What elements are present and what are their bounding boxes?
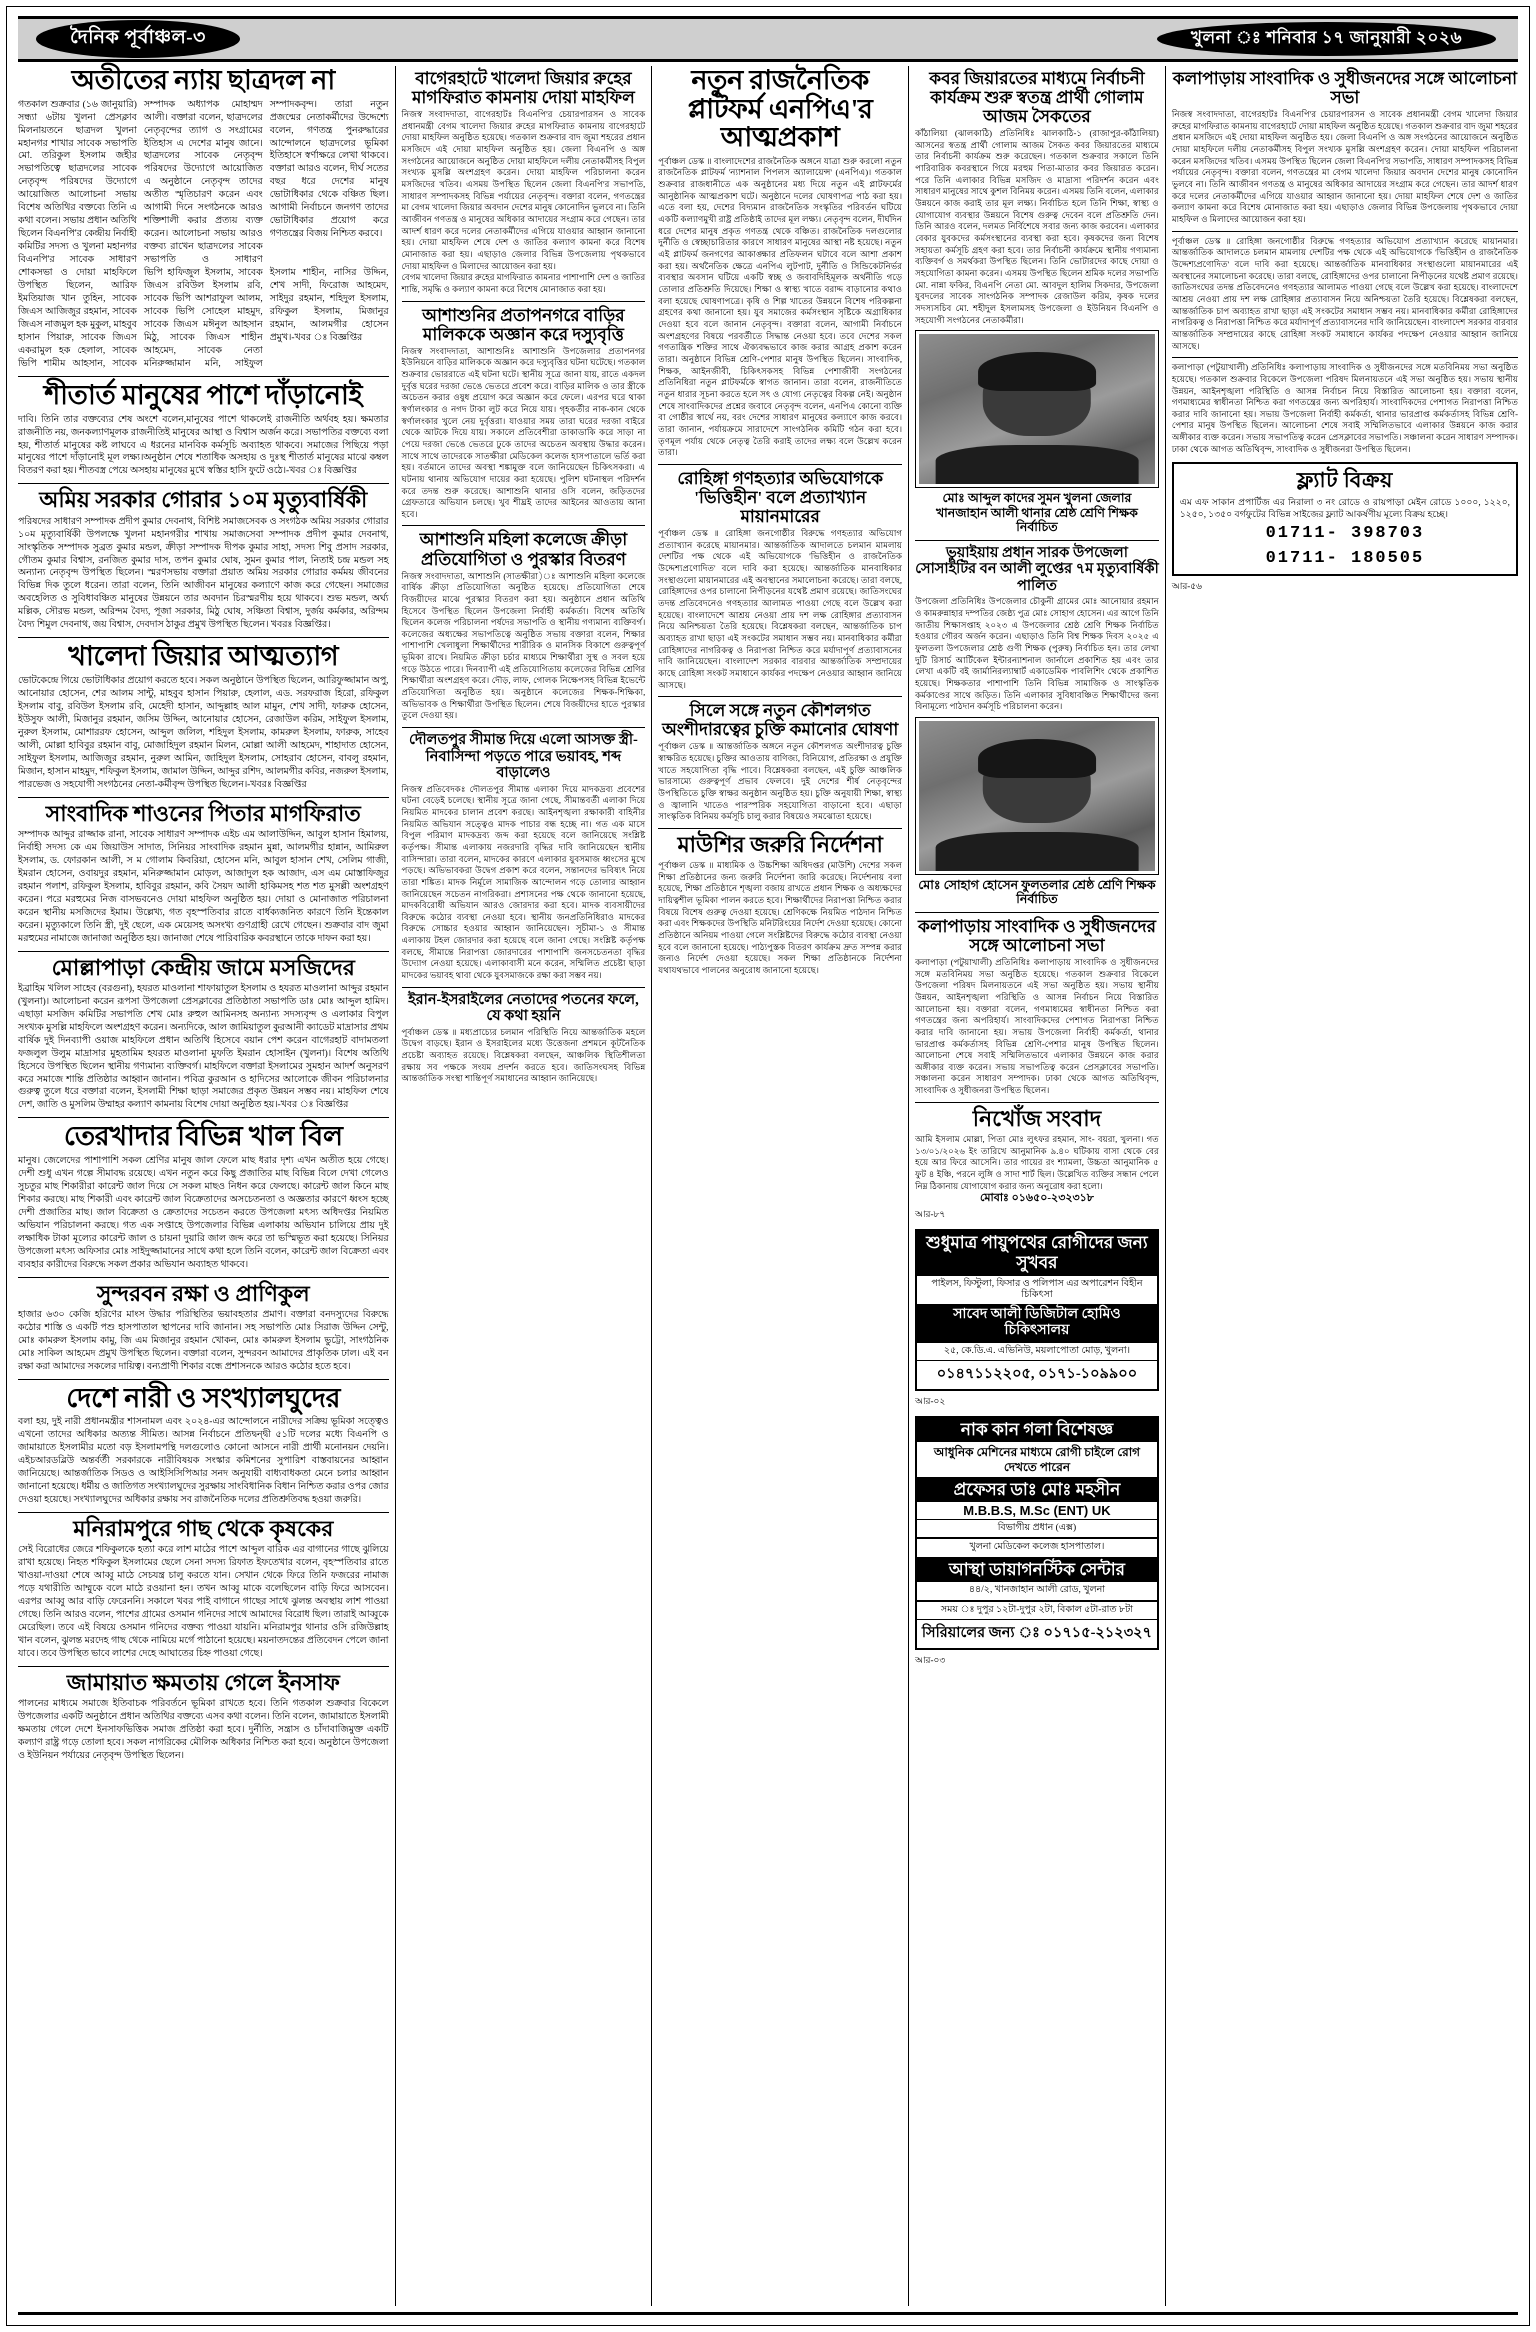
article-kobor-ziarat-body: কাঁঠালিয়া (ঝালকাঠি) প্রতিনিধিঃ ঝালকাঠি-১ (রাজাপুর-কাঁঠালিয়া) আসনের স্বতন্ত্র প্রার্থী গোলাম আজম সৈকত কবর জিয়ারতের মাধ্যমে তার নির্বাচনী কার্যক্রম শুরু করেছেন। গতকাল শুক্রবার সকালে তিনি পারিবারিক কবরস্থানে গিয়ে মরহুম পিতা-মাতার কবর জিয়ারত করেন। পরে তিনি এলাকার বিভিন্ন মসজিদ ও মাদ্রাসা পরিদর্শন করেন এবং সাধারণ মানুষের সাথে কুশল বিনিময় করেন। এসময় তিনি বলেন, এলাকার উন্নয়নে কাজ করাই তার মূল লক্ষ্য। নির্বাচিত হলে তিনি শিক্ষা, স্বাস্থ্য ও যোগাযোগ ব্যবস্থার উন্নয়নে বিশেষ গুরুত্ব দেবেন বলে প্রতিশ্রুতি দেন। তিনি আরও বলেন, দলমত নির্বিশেষে সবার জন্য কাজ করবেন। এলাকার বেকার যুবকদের কর্মসংস্থানের ব্যবস্থা করা হবে। কৃষকদের জন্য বিশেষ সহায়তা কর্মসূচি গ্রহণ করা হবে। তার নির্বাচনী কার্যক্রমে স্থানীয় গণ্যমান্য ব্যক্তিবর্গ ও সমর্থকরা উপস্থিত ছিলেন। তিনি ভোটারদের কাছে দোয়া ও সহযোগিতা কামনা করেন। এসময় উপস্থিত ছিলেন শ্রমিক দলের সভাপতি মো. নান্না ফকির, বিএনপি নেতা মো. আবদুল হালিম সিকদার, উপজেলা যুবদলের সাবেক সাংগঠনিক সম্পাদক রেজাউল করিম, কৃষক দলের সদস্যসচিব মো. শহীদুল ইসলামসহ উপজেলা ও ইউনিয়ন বিএনপি ও সহযোগী সংগঠনের নেতাকর্মীরা।: [915, 128, 1159, 325]
divider: [18, 637, 389, 638]
photo-caption-sohag: মোঃ সোহাগ হোসেন ফুলতলার শ্রেষ্ঠ শ্রেণি শিক্ষক নির্বাচিত: [918, 877, 1156, 907]
article-chatradal-body: গতকাল শুক্রবার (১৬ জানুয়ারি) সন্ধ্যা ৬টায় খুলনা প্রেসক্লাব মিলনায়তনে ছাত্রদল খুলনা মহানগর শাখার সাবেক সভাপতি মো. তরিকুল ইসলাম জহীর সভাপতিত্বে ছাত্রদলের সাবেক নেতৃবৃন্দ পরিষদের উদ্যোগে আয়োজিত আলোচনা সভায় বিশেষ অতিথির বক্তব্যে তিনি এ কথা বলেন। সভায় প্রধান অতিথি ছিলেন বিএনপি'র কেন্দ্রীয় নির্বাহী কমিটির সদস্য ও খুলনা মহানগর বিএনপি'র সাবেক সাধারণ সম্পাদক অধ্যাপক মোহাম্মদ আলী। বক্তারা বলেন, ছাত্রদলের নেতৃবৃন্দের ত্যাগ ও সংগ্রামের ইতিহাস এ দেশের মানুষ জানে। ছাত্রদলের সাবেক নেতৃবৃন্দ পরিষদের উদ্যোগে আয়োজিত এ অনুষ্ঠানে নেতৃবৃন্দ তাদের অতীত স্মৃতিচারণ করেন এবং আগামী দিনে সংগঠনকে আরও শক্তিশালী করার প্রত্যয় ব্যক্ত করেন। আলোচনা সভায় আরও বক্তব্য রাখেন ছাত্রদলের সাবেক সভাপতি ও সাধারণ সম্পাদকবৃন্দ। তারা নতুন প্রজন্মের নেতাকর্মীদের উদ্দেশ্যে বলেন, গণতন্ত্র পুনরুদ্ধারের আন্দোলনে ছাত্রদলের ভূমিকা ইতিহাসে স্বর্ণাক্ষরে লেখা থাকবে। বক্তারা আরও বলেন, দীর্ঘ সতের বছর ধরে দেশের মানুষ ভোটাধিকার থেকে বঞ্চিত ছিল। আগামী নির্বাচনে জনগণ তাদের ভোটাধিকার প্রয়োগ করে গণতন্ত্রের বিজয় নিশ্চিত করবে।: [18, 99, 389, 266]
column-1: [18, 66, 389, 2306]
divider: [18, 1512, 389, 1513]
masthead: [18, 16, 1518, 62]
article-daulatpur-body: নিজস্ব প্রতিবেদকঃ দৌলতপুর সীমান্ত এলাকা দিয়ে মাদকদ্রব্য প্রবেশের ঘটনা বেড়েই চলেছে। স্থানীয় সূত্রে জানা গেছে, সীমান্তবর্তী এলাকা দিয়ে নিয়মিত মাদকের চালান প্রবেশ করছে। আইনশৃঙ্খলা রক্ষাকারী বাহিনীর নিয়মিত অভিযান সত্ত্বেও মাদক পাচার বন্ধ হচ্ছে না। গত এক মাসে বিপুল পরিমাণ মাদকদ্রব্য জব্দ করা হয়েছে বলে জানিয়েছে সংশ্লিষ্ট কর্তৃপক্ষ। সীমান্ত এলাকায় নজরদারি বৃদ্ধির দাবি জানিয়েছেন স্থানীয় বাসিন্দারা। তারা বলেন, মাদকের কারণে এলাকার যুবসমাজ ধ্বংসের মুখে পড়ছে। অভিভাবকরা উদ্বেগ প্রকাশ করে বলেন, সন্তানদের ভবিষ্যৎ নিয়ে তারা শঙ্কিত। মাদক নির্মূলে সামাজিক আন্দোলন গড়ে তোলার আহ্বান জানিয়েছেন সচেতন নাগরিকরা। প্রশাসনের পক্ষ থেকে জানানো হয়েছে, মাদকবিরোধী অভিযান আরও জোরদার করা হবে। মাদক ব্যবসায়ীদের বিরুদ্ধে কঠোর ব্যবস্থা নেওয়া হবে। স্থানীয় জনপ্রতিনিধিরাও মাদকের বিরুদ্ধে সোচ্চার হওয়ার আহ্বান জানিয়েছেন। সূচীমা-১ ও সীমান্ত এলাকায় টহল জোরদার করা হয়েছে বলে জানা গেছে। সংশ্লিষ্ট কর্তৃপক্ষ বলছে, সীমান্তে নিরাপত্তা জোরদারের পাশাপাশি জনসচেতনতা বৃদ্ধির উদ্যোগ নেওয়া হয়েছে। এলাকাবাসী মনে করেন, সম্মিলিত প্রচেষ্টা ছাড়া মাদকের ভয়াবহ থাবা থেকে যুবসমাজকে রক্ষা করা সম্ভব নয়।: [401, 783, 646, 981]
ad-homeo-piles[interactable]: [915, 1229, 1159, 1390]
divider: [18, 1379, 389, 1380]
divider: [18, 483, 389, 484]
article-sundarban-body: হাজার ৬৩০ কেজি হরিণের মাংস উদ্ধার পরিস্থিতির ভয়াবহতার প্রমাণ। বক্তারা বনদস্যুদের বিরুদ্ধে কঠোর শাস্তি ও একটি পশু হাসপাতাল স্থাপনের দাবি জানান। সহ সভাপতি মোঃ সিরাজ উদ্দিন সেন্টু, মোঃ কামরুল ইসলাম কামু, জি এম মিজানুর রহমান খোকন, মোঃ কামরুল ইসলাম ভুট্টো, সাংগঠনিক মোঃ সাকিল আহমেদ প্রমুখ উপস্থিত ছিলেন। বক্তারা বলেন, সুন্দরবন আমাদের প্রাকৃতিক ঢাল। এই বন রক্ষা করা আমাদের সকলের দায়িত্ব। বন্যপ্রাণী শিকার বন্ধে প্রশাসনকে আরও কঠোর হতে হবে।: [18, 1309, 389, 1372]
article-shitarto-body: দাবি। তিনি তার বক্তব্যের শেষ অংশে বলেন,মানুষের পাশে থাকলেই রাজনীতি অর্থবহ হয়। ক্ষমতার রাজনীতি নয়, জনকল্যাণমূলক রাজনীতিই মানুষের আস্থা ও বিশ্বাস অর্জন করে। সভাপতির বক্তব্যে বলা হয়, শীতার্ত মানুষের কষ্ট লাঘবে এ ধরনের মানবিক কর্মসূচি অব্যাহত থাকবে। সমাজের পিছিয়ে পড়া মানুষের পাশে দাঁড়ানোই মূল লক্ষ্য।অনুষ্ঠান শেষে শতাধিক অসহায় ও দুঃস্থ শীতার্ত মানুষের মাঝে কম্বল বিতরণ করা হয়। শীতবস্ত্র পেয়ে অসহায় মানুষের মুখে স্বস্তির হাসি ফুটে ওঠে।-খবর ঃ বিজ্ঞপ্তির: [18, 414, 389, 477]
ad-piles-clinic-name: সাবেদ আলী ডিজিটাল হোমিও চিকিৎসালয়: [917, 1305, 1157, 1341]
article-iran-israel-body: পূর্বাঞ্চল ডেস্ক ॥ মধ্যপ্রাচ্যের চলমান পরিস্থিতি নিয়ে আন্তর্জাতিক মহলে উদ্বেগ বাড়ছে। ইরান ও ইসরাইলের মধ্যে উত্তেজনা প্রশমনে কূটনৈতিক প্রচেষ্টা অব্যাহত রয়েছে। বিশ্লেষকরা বলছেন, আঞ্চলিক স্থিতিশীলতা রক্ষায় সব পক্ষকে সংযম প্রদর্শন করতে হবে। জাতিসংঘসহ বিভিন্ন আন্তর্জাতিক সংস্থা শান্তিপূর্ণ সমাধানের আহ্বান জানিয়েছে।: [401, 1026, 646, 1084]
headline-shitarto: শীতার্ত মানুষের পাশে দাঁড়ানোই: [44, 379, 363, 410]
article-jamaat-body: পালনের মাধ্যমে সমাজে ইতিবাচক পরিবর্তনে ভূমিকা রাখতে হবে। তিনি গতকাল শুক্রবার বিকেলে উপজেলার একটি অনুষ্ঠানে প্রধান অতিথির বক্তব্যে এসব কথা বলেন। তিনি বলেন, জামায়াতে ইসলামী ক্ষমতায় গেলে দেশে ইনসাফভিত্তিক সমাজ প্রতিষ্ঠা করা হবে। দুর্নীতি, সন্ত্রাস ও চাঁদাবাজিমুক্ত একটি কল্যাণ রাষ্ট্র গড়ে তোলা হবে। সকল নাগরিকের মৌলিক অধিকার নিশ্চিত করা হবে। অনুষ্ঠানে উপজেলা ও ইউনিয়ন পর্যায়ের নেতৃবৃন্দ উপস্থিত ছিলেন।: [18, 1699, 389, 1762]
headline-bagerhat-khaleda-doya: বাগেরহাটে খালেদা জিয়ার রুহের মাগফিরাত কামনায় দোয়া মাহফিল: [411, 69, 635, 108]
photo-caption-sumon: মোঃ আব্দুল কাদের সুমন খুলনা জেলার খানজাহান আলী থানার শ্রেষ্ঠ শ্রেণি শিক্ষক নির্বাচিত: [935, 491, 1138, 535]
headline-monirampur: মনিরামপুরে গাছ থেকে কৃষকের: [73, 1516, 334, 1542]
article-ashashuni-college-body: নিজস্ব সংবাদদাতা, আশাশুনি (সাতক্ষীরা)ঃ আশাশুনি মহিলা কলেজে বার্ষিক ক্রীড়া প্রতিযোগিতা অনুষ্ঠিত হয়েছে। প্রতিযোগিতা শেষে বিজয়ীদের মাঝে পুরস্কার বিতরণ করা হয়। অনুষ্ঠানে প্রধান অতিথি হিসেবে উপস্থিত ছিলেন উপজেলা নির্বাহী কর্মকর্তা। বিশেষ অতিথি ছিলেন কলেজ পরিচালনা পর্ষদের সভাপতি ও স্থানীয় গণ্যমান্য ব্যক্তিবর্গ। কলেজের অধ্যক্ষের সভাপতিত্বে অনুষ্ঠিত সভায় বক্তারা বলেন, শিক্ষার পাশাপাশি খেলাধুলা শিক্ষার্থীদের শারীরিক ও মানসিক বিকাশে গুরুত্বপূর্ণ ভূমিকা রাখে। নিয়মিত ক্রীড়া চর্চার মাধ্যমে শিক্ষার্থীরা সুস্থ ও সবল হয়ে গড়ে উঠতে পারে। দিনব্যাপী এই প্রতিযোগিতায় কলেজের বিভিন্ন শ্রেণির শিক্ষার্থীরা অংশগ্রহণ করে। দৌড়, লাফ, গোলক নিক্ষেপসহ বিভিন্ন ইভেন্টে প্রতিযোগিতা অনুষ্ঠিত হয়। অনুষ্ঠানে কলেজের শিক্ষক-শিক্ষিকা, অভিভাবক ও শিক্ষার্থীরা উপস্থিত ছিলেন। শেষে বিজয়ীদের হাতে পুরস্কার তুলে দেওয়া হয়।: [401, 570, 646, 721]
headline-terokhada: তেরখাদার বিভিন্ন খাল বিল: [63, 1121, 343, 1152]
column-divider: [1165, 66, 1166, 2306]
article-npa-body: পূর্বাঞ্চল ডেস্ক ॥ বাংলাদেশের রাজনৈতিক অঙ্গনে যাত্রা শুরু করলো নতুন রাজনৈতিক প্লাটফর্ম 'ন্যাশনাল পিপলস অ্যালায়েন্স' (এনপিএ)। গতকাল শুক্রবার রাজধানীতে এক অনুষ্ঠানের মধ্য দিয়ে নতুন এই প্লাটফর্মের আনুষ্ঠানিক আত্মপ্রকাশ ঘটে। অনুষ্ঠানে দলের ঘোষণাপত্র পাঠ করা হয়। এতে বলা হয়, দেশের বিদ্যমান রাজনৈতিক সংস্কৃতির পরিবর্তন ঘটিয়ে একটি কল্যাণমুখী রাষ্ট্র প্রতিষ্ঠাই তাদের মূল লক্ষ্য। নেতৃবৃন্দ বলেন, দীর্ঘদিন ধরে দেশের মানুষ প্রকৃত গণতন্ত্র থেকে বঞ্চিত। রাজনৈতিক দলগুলোর দুর্নীতি ও স্বেচ্ছাচারিতার কারণে সাধারণ মানুষের আস্থা নষ্ট হয়েছে। নতুন এই প্লাটফর্ম জনগণের আকাঙ্ক্ষার প্রতিফলন ঘটাবে বলে আশা প্রকাশ করা হয়। অর্থনৈতিক ক্ষেত্রে এনপিএ লুটপাট, দুর্নীতি ও সিন্ডিকেটনির্ভর ব্যবস্থার অবসান ঘটিয়ে একটি স্বচ্ছ ও জবাবদিহিমূলক অর্থনীতি গড়ে তোলার প্রতিশ্রুতি দিয়েছে। শিক্ষা ও স্বাস্থ্য খাতে বরাদ্দ বাড়ানোর কথাও বলা হয়েছে ঘোষণাপত্রে। কৃষি ও শিল্প খাতের উন্নয়নে বিশেষ পরিকল্পনা গ্রহণের কথা জানানো হয়। যুব সমাজের কর্মসংস্থান সৃষ্টিকে অগ্রাধিকার দেওয়া হবে বলে জানান নেতৃবৃন্দ। বক্তারা বলেন, আগামী নির্বাচনে অংশগ্রহণের বিষয়ে পরবর্তীতে সিদ্ধান্ত নেওয়া হবে। তবে দেশের সকল গণতান্ত্রিক শক্তির সাথে ঐক্যবদ্ধভাবে কাজ করার আগ্রহ প্রকাশ করেন তারা। অনুষ্ঠানে বিভিন্ন শ্রেণি-পেশার মানুষ উপস্থিত ছিলেন। সাংবাদিক, শিক্ষক, আইনজীবী, চিকিৎসকসহ বিভিন্ন পেশাজীবী সংগঠনের প্রতিনিধিরা নতুন প্লাটফর্মকে স্বাগত জানান। তারা বলেন, রাজনীতিতে নতুন ধারার সূচনা করতে হলে সৎ ও যোগ্য নেতৃত্বের বিকল্প নেই। অনুষ্ঠান শেষে সাংবাদিকদের প্রশ্নের জবাবে নেতৃবৃন্দ বলেন, এনপিএ কোনো ব্যক্তি বা গোষ্ঠীর স্বার্থে নয়, বরং দেশের সাধারণ মানুষের কল্যাণে কাজ করবে। তারা জানান, পর্যায়ক্রমে সারাদেশে সাংগঠনিক কমিটি গঠন করা হবে। তৃণমূল পর্যায় থেকে নেতৃত্ব তৈরি করাই তাদের লক্ষ্য বলে উল্লেখ করেন তারা।: [658, 155, 903, 458]
ad-ent-hours: সময় ঃ দুপুর ১২টা-দুপুর ২টা, বিকাল ৫টা-রাত ৮টা: [917, 1601, 1157, 1620]
article-mollapara-body: ইব্রাহিম খলিল সাহেব (বরগুনা), হযরত মাওলানা শাফায়াতুল ইসলাম ও হযরত মাওলানা আব্দুর রহমান (খুলনা)। আলোচনা করেন রূপসা উপজেলা প্রেসক্লাবের প্রতিষ্ঠাতা সভাপতি ডাঃ মোঃ আব্দুল হামিদ। এছাড়া মসজিদ কমিটির সভাপতি শেখ মোঃ রুহুল আমিনসহ অন্যান্য সদস্যবৃন্দ ও এলাকার বিপুল সংখ্যক মুসল্লি মাহফিলে অংশগ্রহণ করেন। অন্যদিকে, আল জামিয়াতুল কুরআনী ক্যাডেট মাদ্রাসার প্রথম বার্ষিক দুই দিনব্যাপী ওয়াজ মাহফিলে প্রধান অতিথি হিসেবে বয়ান পেশ করেন বাগেরহাট বাদামতলা ফজলুল উলুম মাদ্রাসার মুহতামিম হযরত মাওলানা মুফতি ইমরান হোসাইন (খুলনা)। বিশেষ অতিথি হিসেবে উপস্থিত ছিলেন স্থানীয় গণ্যমান্য ব্যক্তিবর্গ। মাহফিলে বক্তারা ইসলামের সুমহান আদর্শ অনুসরণ করে সমাজে শান্তি প্রতিষ্ঠার আহ্বান জানান। পবিত্র কুরআন ও হাদিসের আলোকে জীবন পরিচালনার গুরুত্ব তুলে ধরে বক্তারা বলেন, ইসলামী শিক্ষা ছাড়া সমাজের প্রকৃত উন্নয়ন সম্ভব নয়। মাহফিল শেষে দেশ, জাতি ও মুসলিম উম্মাহর কল্যাণ কামনায় বিশেষ দোয়া অনুষ্ঠিত হয়।-খবর ঃ বিজ্ঞপ্তির: [18, 983, 389, 1111]
headline-strategic-partnership: সিলে সঙ্গে নতুন কৌশলগত অংশীদারত্বের চুক্তি কমানোর ঘোষণা: [662, 701, 899, 740]
article-shaon-body: সম্পাদক আব্দুর রাজ্জাক রানা, সাবেক সাধারণ সম্পাদক এইচ এম আলাউদ্দিন, আবুল হাসান হিমালয়, নির্বাহী সদস্য কে এম জিয়াউস সাদাত, সিনিয়র সাংবাদিক রহমান মুন্না, আলমগীর হান্নান, আমিরুল ইসলাম, ড. ফোরকান আলী, স ম গোলাম কিবরিয়া, হোসেন মনি, আবুল হাসান শেখ, সেলিম গাজী, ইমরান হোসেন, ওবায়দুর রহমান, মনিরুজ্জামান মোড়ল, আজাদুল হক আজাদ, এস এম মোস্তাফিজুর রহমান পলাশ, রফিকুল ইসলাম, হাবিবুর রহমান, কবি সৈয়দ আলী হাকিমসহ শত শত মুসল্লী অংশগ্রহণ করেন। পরে মরহুমের নিজ বাসভবনেও দোয়া মাহফিল অনুষ্ঠিত হয়। দোয়া ও মোনাজাত পরিচালনা করেন স্থানীয় মসজিদের ইমাম। উল্লেখ্য, গত বৃহস্পতিবার রাতে বার্ধক্যজনিত কারণে তিনি ইন্তেকাল করেন। মৃত্যুকালে তিনি স্ত্রী, দুই ছেলে, এক মেয়েসহ অসংখ্য গুণগ্রাহী রেখে গেছেন। শুক্রবার বাদ জুমা মরহুমের নামাজে জানাজা অনুষ্ঠিত হয়। জানাজা শেষে পারিবারিক কবরস্থানে তাকে দাফন করা হয়।: [18, 829, 389, 944]
portrait-image: [919, 721, 1155, 871]
article-terokhada-body: মানুষ। জেলেদের পাশাপাশি সকল শ্রেণির মানুষ জাল ফেলে মাছ ধরার দৃশ্য এখন অতীত হয়ে গেছে। দেশী শুধু এখন গল্পে সীমাবদ্ধ রয়েছে। এখন নতুন করে কিছু প্রজাতির মাছ বিভিন্ন বিলে দেখা গেলেও সুচতুর মাছ শিকারীরা কারেন্ট জাল দিয়ে সে সকল মাছও নিধন করে ফেলছে। কারেন্ট জাল কিনে মাছ শিকার করছে। মাছ শিকারী এবং কারেন্ট জাল বিক্রেতাদের অসচেতনতা ও অজ্ঞতার কারণে ধ্বংস হচ্ছে দেশী প্রজাতির মাছ। জাল বিক্রেতা ও ক্রেতাদের সচেতন করতে উপজেলা মৎস্য অধিদপ্তর নিয়মিত অভিযান পরিচালনা করছে। গত এক সপ্তাহে উপজেলার বিভিন্ন এলাকায় অভিযান চালিয়ে প্রায় দুই লক্ষাধিক টাকা মূল্যের কারেন্ট জাল ও চায়না দুয়ারি জাল জব্দ করে তা ভস্মিভূত করা হয়েছে। সিনিয়র উপজেলা মৎস্য অফিসার মোঃ সাইদুজ্জামানের সাথে কথা হলে তিনি বলেন, কারেন্ট জাল বিক্রেতা এবং ব্যবহার কারীদের বিরুদ্ধে সকল প্রকার অভিযান অব্যাহত থাকবে।: [18, 1156, 389, 1270]
headline-jamaat: জামায়াত ক্ষমতায় গেলে ইনসাফ: [66, 1670, 340, 1696]
headline-nari-sangkhyaloghu: দেশে নারী ও সংখ্যালঘুদের: [66, 1382, 341, 1413]
ad-piles-refcode: আর-০২: [915, 1395, 946, 1406]
headline-iran-israel: ইরান-ইসরাইলের নেতাদের পতনের ফলে, যে কথা হয়নি: [408, 991, 639, 1025]
column-3: [658, 66, 902, 2306]
notice-nikhoj-body: আমি ইসলাম মোল্লা, পিতা মোঃ লুৎফর রহমান, সাং- বয়রা, খুলনা। গত ১৩/০১/২০২৬ ইং তারিখে আনুমানিক ৯.৪০ ঘটিকায় বাসা থেকে বের হয়ে আর ফিরে আসেনি। তার গায়ের রং শ্যামলা, উচ্চতা আনুমানিক ৫ ফুট ৪ ইঞ্চি, পরনে লুঙ্গি ও সাদা শার্ট ছিল। উল্লেখিত ব্যক্তির সন্ধান পেলে নিম্ন ঠিকানায় যোগাযোগ করার জন্য অনুরোধ করা হলো।: [915, 1133, 1159, 1191]
column-divider: [395, 66, 396, 2306]
article-rohingya-body: পূর্বাঞ্চল ডেস্ক ॥ রোহিঙ্গা জনগোষ্ঠীর বিরুদ্ধে গণহত্যার অভিযোগ প্রত্যাখ্যান করেছে মায়ানমার। আন্তর্জাতিক আদালতে চলমান মামলায় দেশটির পক্ষ থেকে এই অভিযোগকে 'ভিত্তিহীন ও রাজনৈতিক উদ্দেশ্যপ্রণোদিত' বলে দাবি করা হয়েছে। আন্তর্জাতিক মানবাধিকার সংস্থাগুলো মায়ানমারের এই অবস্থানের সমালোচনা করেছে। তারা বলছে, রোহিঙ্গাদের ওপর চালানো নিপীড়নের যথেষ্ট প্রমাণ রয়েছে। জাতিসংঘের তদন্ত প্রতিবেদনেও গণহত্যার আলামত পাওয়া গেছে বলে উল্লেখ করা হয়েছে। বাংলাদেশে আশ্রয় নেওয়া প্রায় দশ লক্ষ রোহিঙ্গার প্রত্যাবাসন নিয়ে অনিশ্চয়তা তৈরি হয়েছে। বিশ্লেষকরা বলছেন, আন্তর্জাতিক চাপ অব্যাহত রাখা ছাড়া এই সংকটের সমাধান সম্ভব নয়। মানবাধিকার কর্মীরা রোহিঙ্গাদের নাগরিকত্ব ও নিরাপত্তা নিশ্চিত করে মর্যাদাপূর্ণ প্রত্যাবাসনের দাবি জানিয়েছেন। বাংলাদেশ সরকার বারবার আন্তর্জাতিক সম্প্রদায়ের কাছে রোহিঙ্গা সংকট সমাধানে কার্যকর পদক্ষেপ নেওয়ার আহ্বান জানিয়ে আসছে।: [658, 527, 903, 690]
article-chatradal-body2: শোকসভা ও দোয়া মাহফিলে উপস্থিত ছিলেন, আরিফ ইমতিয়াজ খান তুহিন, সাবেক জিএস আজিজুর রহমান, সাবেক জিএস নাজমুল হক মুকুল, মাহবুব হাসান পিয়ারু, সাবেক জিএস একরামুল হক হেলাল, সাবেক ভিপি শামীম আহসান, সাবেক ভিপি হাফিজুল ইসলাম, সাবেক জিএস রবিউল ইসলাম রবি, সাবেক ভিপি আশরাফুল আলম, সাবেক ভিপি সোহেল মাহমুদ, সাবেক জিএস মঈনুল আহসান মিঠু, সাবেক জিএস শাহীন আহমেদ, সাবেক নেতা মনিরুজ্জামান মনি, সাইফুল ইসলাম শাহীন, নাসির উদ্দিন, শেখ সাদী, ফিরোজ আহমেদ, সাইদুর রহমান, শহিদুল ইসলাম, রফিকুল ইসলাম, মিজানুর রহমান, আলমগীর হোসেন প্রমুখ।-খবর ঃ বিজ্ঞপ্তির: [18, 268, 389, 369]
divider: [915, 1102, 1159, 1103]
headline-mrityubarshiki: ভুয়াইয়ায় প্রধান সারক উপজেলা সোসাইটির বন আলী লুপ্তের ৭ম মৃত্যুবার্ষিকী পালিত: [915, 544, 1159, 594]
ad-flat-refcode: আর-৫৬: [1171, 580, 1202, 591]
headline-amiya-sarkar: অমিয় সরকার গোরার ১০ম মৃত্যুবার্ষিকী: [39, 487, 368, 513]
ad-piles-phone[interactable]: ০১৪৭১১২২০৫, ০১৭১-১০৯৯০০: [936, 1365, 1138, 1382]
divider: [658, 696, 902, 697]
headline-rohingya: রোহিঙ্গা গণহত্যার অভিযোগকে 'ভিত্তিহীন' বলে প্রত্যাখ্যান মায়ানমারের: [677, 468, 884, 526]
ad-flat-phone-1[interactable]: 01711- 398703: [1265, 524, 1425, 544]
headline-maushi: মাউশির জরুরি নির্দেশনা: [677, 831, 883, 857]
headline-sundarban: সুন্দরবন রক্ষা ও প্রাণিকুল: [96, 1280, 310, 1306]
article-netanyahu-body: নিজস্ব সংবাদদাতা, বাগেরহাটঃ বিএনপি'র চেয়ারপারসন ও সাবেক প্রধানমন্ত্রী বেগম খালেদা জিয়ার রুহের মাগফিরাত কামনায় বাগেরহাটে দোয়া মাহফিল অনুষ্ঠিত হয়েছে। গতকাল শুক্রবার বাদ জুমা শহরের প্রধান মসজিদে এই দোয়া মাহফিল অনুষ্ঠিত হয়। জেলা বিএনপি ও অঙ্গ সংগঠনের আয়োজনে অনুষ্ঠিত দোয়া মাহফিলে দলীয় নেতাকর্মীসহ বিপুল সংখ্যক মুসল্লি অংশগ্রহণ করেন। দোয়া মাহফিল পরিচালনা করেন মসজিদের খতিব। এসময় উপস্থিত ছিলেন জেলা বিএনপি'র সভাপতি, সাধারণ সম্পাদকসহ বিভিন্ন পর্যায়ের নেতৃবৃন্দ। বক্তারা বলেন, গণতন্ত্রের মা বেগম খালেদা জিয়ার অবদান দেশের মানুষ কোনোদিন ভুলবে না। তিনি আজীবন গণতন্ত্র ও মানুষের অধিকার আদায়ের সংগ্রাম করে গেছেন। তার আদর্শ ধারণ করে দলের নেতাকর্মীদের এগিয়ে যাওয়ার আহ্বান জানানো হয়। দোয়া মাহফিল শেষে দেশ ও জাতির কল্যাণ কামনা করে বিশেষ মোনাজাত করা হয়। এছাড়াও জেলার বিভিন্ন উপজেলায় পৃথকভাবে দোয়া মাহফিল ও মিলাদের আয়োজন করা হয়।: [1171, 109, 1518, 224]
ad-ent-workplace: খুলনা মেডিকেল কলেজ হাসপাতাল।: [917, 1538, 1157, 1557]
headline-kobor-ziarat: কবর জিয়ারতের মাধ্যমে নির্বাচনী কার্যক্রম শুরু স্বতন্ত্র প্রার্থী গোলাম আজম সৈকতের: [929, 69, 1145, 127]
article-ashashuni-dasyu-body: নিজস্ব সংবাদদাতা, আশাশুনিঃ আশাশুনি উপজেলার প্রতাপনগর ইউনিয়নে বাড়ির মালিককে অজ্ঞান করে দস্যুবৃত্তির ঘটনা ঘটেছে। গতকাল শুক্রবার ভোররাতে এই ঘটনা ঘটে। স্থানীয় সূত্রে জানা যায়, রাতে একদল দুর্বৃত্ত ঘরের দরজা ভেঙে ভেতরে প্রবেশ করে। বাড়ির মালিক ও তার স্ত্রীকে অচেতন করার ওষুধ প্রয়োগ করে অজ্ঞান করে ফেলে। এরপর ঘরে থাকা স্বর্ণালংকার ও নগদ টাকা লুট করে নিয়ে যায়। গৃহকর্তীর নাক-কান থেকে স্বর্ণালংকার খুলে নেয় দুর্বৃত্তরা। যাওয়ার সময় তারা ঘরের দরজা বাইরে থেকে আটকে দিয়ে যায়। সকালে প্রতিবেশীরা ডাকাডাকি করে সাড়া না পেয়ে দরজা ভেঙে ভেতরে ঢুকে তাদের অচেতন অবস্থায় উদ্ধার করেন। সাথে সাথে তাদেরকে সাতক্ষীরা মেডিকেল কলেজ হাসপাতালে ভর্তি করা হয়। বর্তমানে তাদের অবস্থা শঙ্কামুক্ত বলে জানিয়েছেন চিকিৎসকরা। এ ঘটনায় থানায় অভিযোগ দায়ের করা হয়েছে। পুলিশ ঘটনাস্থল পরিদর্শন করে তদন্ত শুরু করেছে। আশাশুনি থানার ওসি বলেন, জড়িতদের গ্রেফতারে অভিযান চলছে। খুব শীঘ্রই তাদের আইনের আওতায় আনা হবে।: [401, 345, 646, 519]
ad-piles-address: ২৫, কে.ডি.এ. এভিনিউ, ময়লাপোতা মোড়, খুলনা।: [917, 1342, 1157, 1361]
column-2: [402, 66, 646, 2306]
ad-ent-title: নাক কান গলা বিশেষজ্ঞ: [917, 1418, 1157, 1442]
divider: [658, 464, 902, 465]
photo-abdul-kader-sumon: [915, 330, 1159, 488]
divider: [915, 912, 1159, 913]
ad-ent-degree: M.B.B.S, M.Sc (ENT) UK: [963, 1502, 1111, 1518]
article-col5-continued: পূর্বাঞ্চল ডেস্ক ॥ রোহিঙ্গা জনগোষ্ঠীর বিরুদ্ধে গণহত্যার অভিযোগ প্রত্যাখ্যান করেছে মায়ানমার। আন্তর্জাতিক আদালতে চলমান মামলায় দেশটির পক্ষ থেকে এই অভিযোগকে 'ভিত্তিহীন ও রাজনৈতিক উদ্দেশ্যপ্রণোদিত' বলে দাবি করা হয়েছে। আন্তর্জাতিক মানবাধিকার সংস্থাগুলো মায়ানমারের এই অবস্থানের সমালোচনা করেছে। তারা বলছে, রোহিঙ্গাদের ওপর চালানো নিপীড়নের যথেষ্ট প্রমাণ রয়েছে। জাতিসংঘের তদন্ত প্রতিবেদনেও গণহত্যার আলামত পাওয়া গেছে বলে উল্লেখ করা হয়েছে। বাংলাদেশে আশ্রয় নেওয়া প্রায় দশ লক্ষ রোহিঙ্গার প্রত্যাবাসন নিয়ে অনিশ্চয়তা তৈরি হয়েছে। বিশ্লেষকরা বলছেন, আন্তর্জাতিক চাপ অব্যাহত রাখা ছাড়া এই সংকটের সমাধান সম্ভব নয়। মানবাধিকার কর্মীরা রোহিঙ্গাদের নাগরিকত্ব ও নিরাপত্তা নিশ্চিত করে মর্যাদাপূর্ণ প্রত্যাবাসনের দাবি জানিয়েছেন। বাংলাদেশ সরকার বারবার আন্তর্জাতিক সম্প্রদায়ের কাছে রোহিঙ্গা সংকট সমাধানে কার্যকর পদক্ষেপ নেওয়ার আহ্বান জানিয়ে আসছে।: [1171, 235, 1518, 351]
article-bagerhat-body: নিজস্ব সংবাদদাতা, বাগেরহাটঃ বিএনপি'র চেয়ারপারসন ও সাবেক প্রধানমন্ত্রী বেগম খালেদা জিয়ার রুহের মাগফিরাত কামনায় বাগেরহাটে দোয়া মাহফিল অনুষ্ঠিত হয়েছে। গতকাল শুক্রবার বাদ জুমা শহরের প্রধান মসজিদে এই দোয়া মাহফিল অনুষ্ঠিত হয়। জেলা বিএনপি ও অঙ্গ সংগঠনের আয়োজনে অনুষ্ঠিত দোয়া মাহফিলে দলীয় নেতাকর্মীসহ বিপুল সংখ্যক মুসল্লি অংশগ্রহণ করেন। দোয়া মাহফিল পরিচালনা করেন মসজিদের খতিব। এসময় উপস্থিত ছিলেন জেলা বিএনপি'র সভাপতি, সাধারণ সম্পাদকসহ বিভিন্ন পর্যায়ের নেতৃবৃন্দ। বক্তারা বলেন, গণতন্ত্রের মা বেগম খালেদা জিয়ার অবদান দেশের মানুষ কোনোদিন ভুলবে না। তিনি আজীবন গণতন্ত্র ও মানুষের অধিকার আদায়ের সংগ্রাম করে গেছেন। তার আদর্শ ধারণ করে দলের নেতাকর্মীদের এগিয়ে যাওয়ার আহ্বান জানানো হয়। দোয়া মাহফিল শেষে দেশ ও জাতির কল্যাণ কামনা করে বিশেষ মোনাজাত করা হয়। এছাড়াও জেলার বিভিন্ন উপজেলায় পৃথকভাবে দোয়া মাহফিল ও মিলাদের আয়োজন করা হয়।: [401, 109, 646, 271]
headline-nikhoj-sangbad: নিখোঁজ সংবাদ: [972, 1105, 1102, 1131]
headline-ashashuni-college: আশাশুনি মহিলা কলেজে ক্রীড়া প্রতিযোগিতা ও পুরস্কার বিতরণ: [419, 530, 628, 569]
masthead-date-badge: খুলনা ঃ শনিবার ১৭ জানুয়ারী ২০২৬: [1157, 22, 1496, 56]
divider: [1172, 231, 1518, 232]
column-5: [1172, 66, 1518, 2306]
ad-ent-address: ৪৪/২, খানজাহান আলী রোড, খুলনা: [917, 1581, 1157, 1600]
article-khaleda-atmatyag-body: ভোটকেন্দ্রে গিয়ে ভোটাধিকার প্রয়োগ করতে হবে। সকল অনুষ্ঠানে উপস্থিত ছিলেন, আরিফুজ্জামান অপু, আনোয়ার হোসেন, শের আলম সান্টু, মাহবুব হাসান পিয়ারু, হেলাল, এড. সরফরাজ হিরো, রফিকুল ইসলাম বাবু, রবিউল ইসলাম রবি, মেহেদী হাসান, আব্দুল্লাহ আল মামুন, শেখ সাদী, ফারুক হোসেন, ইউসুফ আলী, মিজানুর রহমান, জসিম উদ্দিন, আনোয়ার হোসেন, রেজাউল করিম, সাইফুল ইসলাম, নুরুল ইসলাম, মোশাররফ হোসেন, আব্দুল জলিল, শহিদুল ইসলাম, কামরুল ইসলাম, ফারুক, সাহেব আলী, মোল্লা হাবিবুর রহমান বাবু, মোজাহিদুল রহমান মিলন, মোল্লা আলী আহমেদ, শাহাদাত হোসেন, সাইফুল ইসলাম, আজিজুর রহমান, নুরুল আমিন, জাহিদুল ইসলাম, সোহরাব হোসেন, বাবলু রহমান, মিজান, হাসান মাহমুদ, শফিকুল ইসলাম, জামাল উদ্দিন, আব্দুর রশিদ, আলমগীর কবির, নজরুল ইসলাম, পারভেজ ও সহযোগী সংগঠনের নেতা-কর্মীবৃন্দ উপস্থিত ছিলেন।-খবরঃ বিজ্ঞপ্তির: [18, 675, 389, 790]
ad-flat-sale[interactable]: [1172, 462, 1518, 575]
divider: [18, 951, 389, 952]
article-bagerhat-body2: বেগম খালেদা জিয়ার রুহের মাগফিরাত কামনার পাশাপাশি দেশ ও জাতির শান্তি, সমৃদ্ধি ও কল্যাণ কামনা করে বিশেষ মোনাজাত করা হয়।: [401, 272, 646, 294]
article-mrityubarshiki-body: উপজেলা প্রতিনিধিঃ উপজেলার চৌকুনী গ্রামের মোঃ আনোয়ার রহমান ও কামরুন্নাহার দম্পতির জেষ্ঠ্য পুত্র মোঃ সোহাগ হোসেন। এর আগে তিনি জাতীয় শিক্ষাসপ্তাহ ২০২৩ এ উপজেলার শ্রেষ্ঠ শ্রেণি শিক্ষক নির্বাচিত হওয়ার গৌরব অর্জন করেন। এছাড়াও তিনি বিশ্ব শিক্ষক দিবস ২০২৫ এ ফুলতলা উপজেলার শ্রেষ্ঠ গুণী শিক্ষক (পুরুষ) নির্বাচিত হন। তার লেখা দুটি রিসার্চ আর্টিকেল ইন্টারন্যাশনাল জার্নালে প্রকাশিত হয় এবং তার লেখা একটি বই জার্মানিরল্যাম্বার্ট একাডেমিক পাবলিশিং থেকে প্রকাশিত হয়েছে। শিক্ষকতার পাশাপাশি তিনি বিভিন্ন সামাজিক ও সাংস্কৃতিক কর্মকাণ্ডের সাথে জড়িত। তিনি এলাকার সুবিধাবঞ্চিত শিক্ষার্থীদের জন্য বিনামূল্যে পাঠদান কর্মসূচি পরিচালনা করেন।: [915, 596, 1159, 712]
headline-mollapara-mosque: মোল্লাপাড়া কেন্দ্রীয় জামে মসজিদের: [51, 954, 355, 980]
headline-npa-lead: নতুন রাজনৈতিক প্লাটফর্ম এনপিএ'র আত্মপ্রকাশ: [687, 65, 873, 153]
ad-flat-phone-2[interactable]: 01711- 180505: [1265, 548, 1425, 568]
ad-piles-subtitle: পাইলস, ফিস্টুলা, ফিসার ও পলিপাস এর অপারেশন বিহীন চিকিৎসা: [917, 1275, 1157, 1306]
photo-sohag-hossain: [915, 717, 1159, 875]
ad-flat-title: ফ্ল্যাট বিক্রয়: [1296, 468, 1393, 493]
headline-shaon-pita: সাংবাদিক শাওনের পিতার মাগফিরাত: [45, 800, 361, 826]
column-divider: [651, 66, 652, 2306]
headline-chatradal: অতীতের ন্যায় ছাত্রদল না: [71, 65, 335, 95]
ad-ent-doctor[interactable]: [915, 1416, 1159, 1650]
masthead-left-badge: দৈনিক পূর্বাঞ্চল-৩: [36, 20, 240, 58]
divider: [402, 301, 646, 302]
divider: [915, 540, 1159, 541]
ad-flat-body: এম এফ সাকান প্রপার্টিজ এর নিরালা ৩ নং রোডে ও রায়পাড়া মেইন রোডে ১০০০, ১২২০, ১২৫০, ১৩৫০ বর্গফুটের বিভিন্ন সাইজের ফ্ল্যাট আকর্ষণীয় মূল্যে বিক্রয় হচ্ছে।: [1179, 496, 1510, 519]
article-amiya-body: পরিষদের সাধারণ সম্পাদক প্রদীপ কুমার দেবনাথ, বিশিষ্ট সমাজসেবক ও সংগঠক অমিয় সরকার গোরার ১০ম মৃত্যুবার্ষিকী উপলক্ষে খুলনা মহানগরীর শাখায় সমাজসেবা সম্পাদক প্রদীপ কুমার দেবনাথ, সাংস্কৃতিক সম্পাদক সুব্রত কুমার মন্ডল, ক্রীড়া সম্পাদক দীপক কুমার সাহা, সদস্য শিবু প্রসাদ সরকার, গৌতম কুমার বিশ্বাস, রনজিত কুমার দাস, তপন কুমার ঘোষ, সুমন কুমার পাল, নিতাই চন্দ্র মন্ডল সহ অন্যান্য নেতৃবৃন্দ উপস্থিত ছিলেন। স্মরণসভায় বক্তারা প্রয়াত অমিয় সরকার গোরার কর্মময় জীবনের বিভিন্ন দিক তুলে ধরেন। তারা বলেন, তিনি আজীবন মানুষের কল্যাণে কাজ করে গেছেন। সমাজের অবহেলিত ও সুবিধাবঞ্চিত মানুষের উন্নয়নে তার অবদান চিরস্মরণীয় হয়ে থাকবে। শুভ মন্ডল, অর্ঘ্য মল্লিক, সৌরভ মন্ডল, অরিন্দম বৈদ্য, পূজা সরকার, মিঠু ঘোষ, সঞ্চিতা বিশ্বাস, দুর্জয় কর্মকার, অরিন্দম বৈদ্য শিমুল দেবনাথ, জয় বিশ্বাস, দেবদাস ঠাকুর প্রমুখ উপস্থিত ছিলেন। খবরঃ বিজ্ঞপ্তির।: [18, 516, 389, 631]
ad-ent-subtitle: আধুনিক মেশিনের মাধ্যমে রোগী চাইলে রোগ দেখতে পারেন: [917, 1441, 1157, 1478]
column-4: [915, 66, 1159, 2306]
nikhoj-refcode: আর-৮৭: [915, 1209, 946, 1220]
divider: [658, 828, 902, 829]
ad-ent-serial-phone[interactable]: সিরিয়ালের জন্য ঃ ০১৭১৫-২১২৩২৭: [921, 1624, 1152, 1641]
column-divider: [908, 66, 909, 2306]
content-grid: [18, 66, 1518, 2306]
divider: [402, 727, 646, 728]
ad-ent-refcode: আর-০৩: [915, 1654, 946, 1665]
headline-khaleda-atmatyag: খালেদা জিয়ার আত্মত্যাগ: [68, 641, 339, 672]
article-nari-body: বলা হয়, দুই নারী প্রধানমন্ত্রীর শাসনামল এবং ২০২৪-এর আন্দোলনে নারীদের সক্রিয় ভূমিকা সত্ত্বেও এখনো তাদের অধিকার অত্যন্ত সীমিত। আসন্ন নির্বাচনে প্রতিদ্বন্দ্বী ৫১টি দলের মধ্যে বিএনপি ও জামায়াতে ইসলামীর মতো বড় ইসলামপন্থি দলগুলোও কোনো আসনে নারী প্রার্থী মনোনয়ন দেয়নি। এইচআরডব্লিউ অন্তর্বর্তী সরকারকে নারীবিষয়ক সংস্কার কমিশনের সুপারিশ বাস্তবায়নের আহ্বান জানিয়েছে। আন্তর্জাতিক সিডও ও আইসিসিপিআর সনদ অনুযায়ী বাধ্যবাধকতা মেনে চলার আহ্বান জানানো হয়েছে। ধর্মীয় ও জাতিগত সংখ্যালঘুদের সুরক্ষায় সাংবিধানিক বিধান নিশ্চিত করার ওপর জোর দেওয়া হয়েছে। সংখ্যালঘুদের অধিকার রক্ষায় সব রাজনৈতিক দলের প্রতিশ্রুতিবদ্ধ হওয়া জরুরি।: [18, 1417, 389, 1506]
article-kalapara-body: কলাপাড়া (পটুয়াখালী) প্রতিনিধিঃ কলাপাড়ায় সাংবাদিক ও সুধীজনদের সঙ্গে মতবিনিময় সভা অনুষ্ঠিত হয়েছে। গতকাল শুক্রবার বিকেলে উপজেলা পরিষদ মিলনায়তনে এই সভা অনুষ্ঠিত হয়। সভায় স্থানীয় উন্নয়ন, আইনশৃঙ্খলা পরিস্থিতি ও আসন্ন নির্বাচন নিয়ে বিস্তারিত আলোচনা হয়। বক্তারা বলেন, গণমাধ্যমের স্বাধীনতা নিশ্চিত করা গণতন্ত্রের জন্য অপরিহার্য। সাংবাদিকদের পেশাগত নিরাপত্তা নিশ্চিত করার দাবি জানানো হয়। সভায় উপজেলা নির্বাহী কর্মকর্তা, থানার ভারপ্রাপ্ত কর্মকর্তাসহ বিভিন্ন শ্রেণি-পেশার মানুষ উপস্থিত ছিলেন। আলোচনা শেষে সবাই সম্মিলিতভাবে এলাকার উন্নয়নে কাজ করার অঙ্গীকার ব্যক্ত করেন। সভায় সভাপতিত্ব করেন প্রেসক্লাবের সভাপতি। সঞ্চালনা করেন সাধারণ সম্পাদক। ঢাকা থেকে আগত অতিথিবৃন্দ, সাংবাদিক ও সুধীজনরা উপস্থিত ছিলেন।: [915, 956, 1159, 1096]
portrait-image: [919, 334, 1155, 484]
headline-netanyahu: কলাপাড়ায় সাংবাদিক ও সুধীজনদের সঙ্গে আলোচনা সভা: [1172, 69, 1518, 108]
divider: [1172, 357, 1518, 358]
divider: [18, 1117, 389, 1118]
divider: [18, 376, 389, 377]
ad-piles-title: শুধুমাত্র পায়ুপথের রোগীদের জন্য সুখবর: [917, 1231, 1157, 1274]
article-col5-continued-2: কলাপাড়া (পটুয়াখালী) প্রতিনিধিঃ কলাপাড়ায় সাংবাদিক ও সুধীজনদের সঙ্গে মতবিনিময় সভা অনুষ্ঠিত হয়েছে। গতকাল শুক্রবার বিকেলে উপজেলা পরিষদ মিলনায়তনে এই সভা অনুষ্ঠিত হয়। সভায় স্থানীয় উন্নয়ন, আইনশৃঙ্খলা পরিস্থিতি ও আসন্ন নির্বাচন নিয়ে বিস্তারিত আলোচনা হয়। বক্তারা বলেন, গণমাধ্যমের স্বাধীনতা নিশ্চিত করা গণতন্ত্রের জন্য অপরিহার্য। সাংবাদিকদের পেশাগত নিরাপত্তা নিশ্চিত করার দাবি জানানো হয়। সভায় উপজেলা নির্বাহী কর্মকর্তা, থানার ভারপ্রাপ্ত কর্মকর্তাসহ বিভিন্ন শ্রেণি-পেশার মানুষ উপস্থিত ছিলেন। আলোচনা শেষে সবাই সম্মিলিতভাবে এলাকার উন্নয়নে কাজ করার অঙ্গীকার ব্যক্ত করেন। সভায় সভাপতিত্ব করেন প্রেসক্লাবের সভাপতি। সঞ্চালনা করেন সাধারণ সম্পাদক। ঢাকা থেকে আগত অতিথিবৃন্দ, সাংবাদিক ও সুধীজনরা উপস্থিত ছিলেন।: [1171, 362, 1518, 454]
headline-daulatpur-border: দৌলতপুর সীমান্ত দিয়ে এলো আসক্ত স্ত্রী-নিবাসিন্দা পড়তে পারে ভয়াবহ, শব্দ বাড়ালেও: [409, 732, 638, 782]
divider: [18, 797, 389, 798]
footer-rule: [18, 2312, 1518, 2315]
headline-kalapara: কলাপাড়ায় সাংবাদিক ও সুধীজনদের সঙ্গে আলোচনা সভা: [917, 916, 1156, 955]
divider: [402, 525, 646, 526]
ad-ent-center-name: আস্থা ডায়াগনস্টিক সেন্টার: [917, 1558, 1157, 1582]
divider: [402, 987, 646, 988]
article-monirampur-body: সেই বিরোধের জেরে শফিকুলকে হত্যা করে লাশ মাঠের পাশে আব্দুল বারিক এর বাগানের গাছে ঝুলিয়ে রাখা হয়েছে। নিহত শফিকুল ইসলামের ছেলে সেনা সদস্য রিফাত ইফতেখার বলেন, বৃহস্পতিবার রাতে খাওয়া-দাওয়া শেষে আব্বু মাঠে সেচযন্ত্র চালু করতে যান। সেখান থেকে ফিরে তিনি ফজরের নামাজ পড়ে যথারীতি আম্মুকে বলে মাঠে রওয়ানা হন। তখন আব্বু মাকে বলেছিলেন বাড়ি ফিরে আসবেন। এরপর আব্বু আর বাড়ি ফেরেননি। সকালে খবর পাই বাগানে গাছের সাথে ঝুলন্ত অবস্থায় লাশ পাওয়া গেছে। তিনি আরও বলেন, পাশের গ্রামের ওসমান গনিদের সাথে আমাদের বিরোধ ছিল। তারাই আব্বুকে মেরেছিল। তবে এই বিষয়ে ওসমান গনিদের বক্তব্য পাওয়া যায়নি। মনিরামপুর থানার ওসি রজিউল্লাহ খান বলেন, ঝুলন্ত মরদেহ গাছ থেকে নামিয়ে মর্গে পাঠানো হয়েছে। ময়নাতদন্তের প্রতিবেদন পেলে জানা যাবে। তবে উপস্থিত ভাবে লাশের দেহে আঘাতের চিহ্ন পাওয়া গেছে।: [18, 1545, 389, 1660]
divider: [18, 1277, 389, 1278]
article-strategic-body: পূর্বাঞ্চল ডেস্ক ॥ আন্তর্জাতিক অঙ্গনে নতুন কৌশলগত অংশীদারত্ব চুক্তি স্বাক্ষরিত হয়েছে। চুক্তির আওতায় বাণিজ্য, বিনিয়োগ, প্রতিরক্ষা ও প্রযুক্তি খাতে সহযোগিতা বৃদ্ধি পাবে। বিশ্লেষকরা বলছেন, এই চুক্তি আঞ্চলিক ভারসাম্যে গুরুত্বপূর্ণ প্রভাব ফেলবে। দুই দেশের শীর্ষ নেতৃবৃন্দের উপস্থিতিতে চুক্তি স্বাক্ষর অনুষ্ঠান অনুষ্ঠিত হয়। চুক্তি অনুযায়ী শিক্ষা, স্বাস্থ্য ও জ্বালানি খাতেও পারস্পরিক সহযোগিতা বাড়ানো হবে। এছাড়া সাংস্কৃতিক বিনিময় কর্মসূচি চালু করার বিষয়েও সমঝোতা হয়েছে।: [658, 741, 903, 822]
nikhoj-phone: মোবাঃ ০১৬৫০-২৩২৩১৮: [979, 1192, 1094, 1205]
ad-ent-role: বিভাগীয় প্রধান (এক্স): [917, 1519, 1157, 1538]
divider: [18, 1666, 389, 1667]
article-maushi-body: পূর্বাঞ্চল ডেস্ক ॥ মাধ্যমিক ও উচ্চশিক্ষা অধিদপ্তর (মাউশি) দেশের সকল শিক্ষা প্রতিষ্ঠানের জন্য জরুরি নির্দেশনা জারি করেছে। নির্দেশনায় বলা হয়েছে, শিক্ষা প্রতিষ্ঠানে শৃঙ্খলা বজায় রাখতে প্রধান শিক্ষক ও অধ্যক্ষদের দায়িত্বশীল ভূমিকা পালন করতে হবে। শিক্ষার্থীদের নিরাপত্তা নিশ্চিত করার বিষয়ে বিশেষ গুরুত্ব দেওয়া হয়েছে। শ্রেণিকক্ষে নিয়মিত পাঠদান নিশ্চিত করা এবং শিক্ষকদের উপস্থিতি মনিটরিংয়ের নির্দেশ দেওয়া হয়েছে। কোনো প্রতিষ্ঠানে অনিয়ম পাওয়া গেলে সংশ্লিষ্টদের বিরুদ্ধে কঠোর ব্যবস্থা নেওয়া হবে বলে জানানো হয়েছে। পাঠ্যপুস্তক বিতরণ কার্যক্রম দ্রুত সম্পন্ন করার জন্যও নির্দেশ দেওয়া হয়েছে। সকল শিক্ষা প্রতিষ্ঠানকে নির্দেশনা যথাযথভাবে পালনের অনুরোধ জানানো হয়েছে।: [658, 860, 903, 975]
ad-ent-doctor-name: প্রফেসর ডাঃ মোঃ মহসীন: [917, 1478, 1157, 1502]
headline-ashashuni-dasyu: আশাশুনির প্রতাপনগরে বাড়ির মালিককে অজ্ঞান করে দস্যুবৃত্তি: [422, 305, 625, 344]
